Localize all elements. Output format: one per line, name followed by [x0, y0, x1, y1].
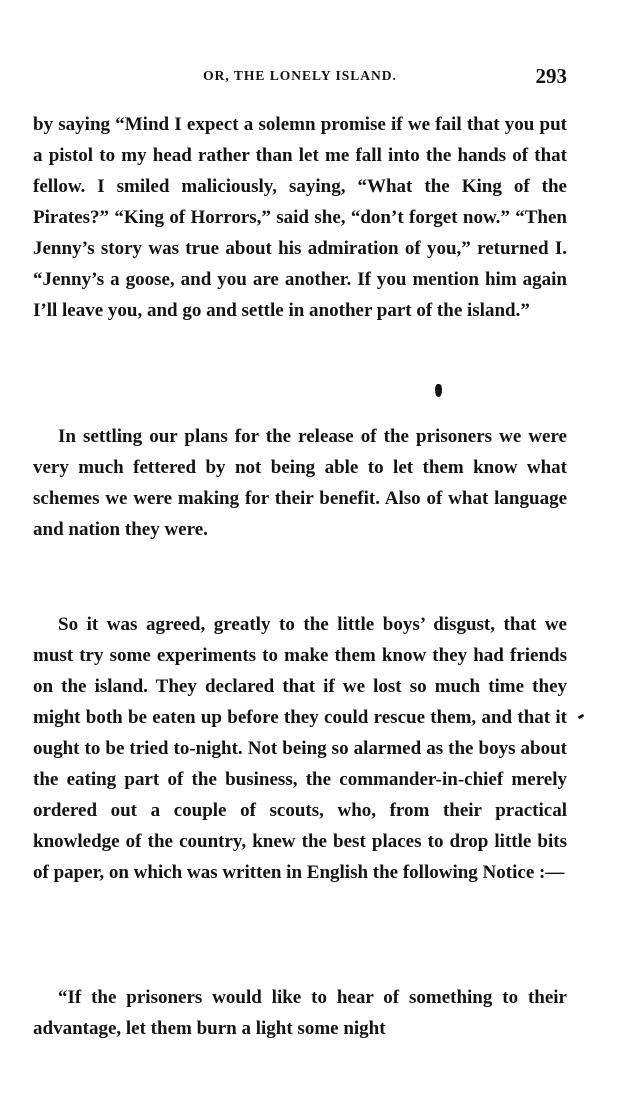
page-header: [33, 64, 567, 90]
running-title: OR, THE LONELY ISLAND.: [203, 68, 397, 83]
paragraph-1: by saying “Mind I expect a solemn promise if we fail that you put a pistol to my head rather than let me fall into the hands of that fellow. I smiled maliciously, saying, “What the King of the Pirates?” “King of Horrors,” said she, “don’t forget now.” “Then Jenny’s story was true about his admiration of you,” returned I. “Jenny’s a goose, and you are another. If you mention him again I’ll leave you, and go and settle in another part of the island.”: [33, 114, 567, 321]
page-number: 293: [535, 64, 567, 88]
paragraph-3: So it was agreed, greatly to the little boys’ disgust, that we must try some experiments to make them know they had friends on the island. They declared that if we lost so much time they might both be eaten up before they could rescue them, and that it ought to be tried to-night. Not being so alarmed as the boys about the eating part of the business, the commander-in-chief merely ordered out a couple of scouts, who, from their practical knowledge of the country, knew the best places to drop little bits of paper, on which was written in English the following Notice :—: [33, 614, 567, 883]
margin-ink-mark: [578, 714, 585, 720]
ink-mark-ornament: [435, 384, 442, 397]
paragraph-2: In settling our plans for the release of the prisoners we were very much fettered by not being able to let them know what schemes we were making for their benefit. Also of what language and nation they were.: [33, 426, 567, 540]
paragraph-4: “If the prisoners would like to hear of something to their advantage, let them burn a light some night: [33, 987, 567, 1039]
